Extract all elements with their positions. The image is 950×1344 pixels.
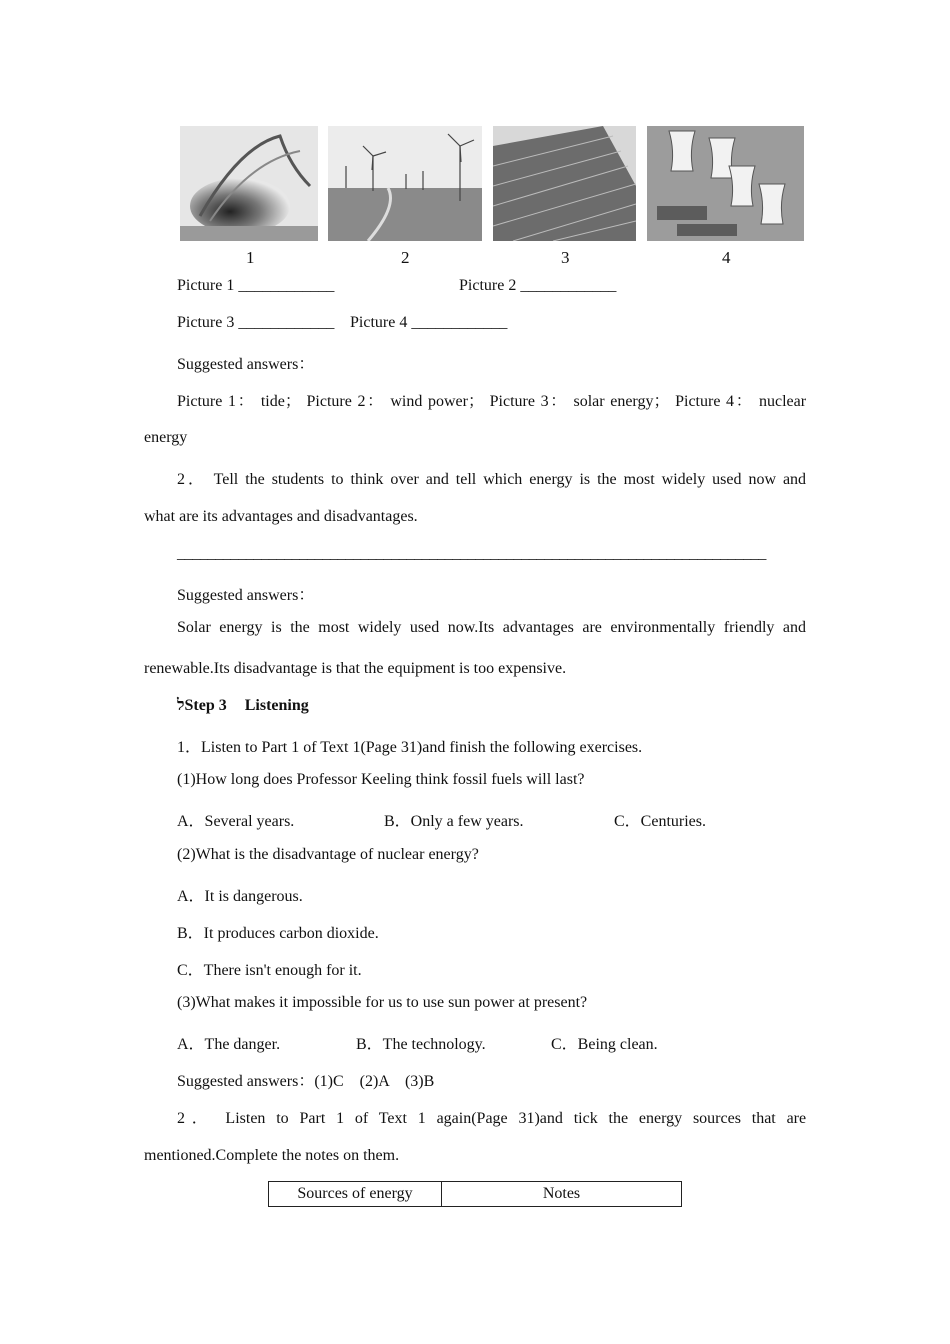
tide-photo-icon — [180, 126, 318, 241]
answer-2-line: Solar energy is the most widely used now.Its advantages are environmentally friendly and — [177, 619, 806, 636]
picture-3-blank: Picture 3 ____________ — [177, 314, 335, 331]
listening-task-2-continued: mentioned.Complete the notes on them. — [144, 1147, 400, 1164]
question-1-option-b: B．Only a few years. — [384, 813, 524, 830]
tide-picture — [180, 126, 318, 241]
answer-line-continued: energy — [144, 429, 188, 446]
solar-picture — [493, 126, 636, 241]
question-2-line: 2． Tell the students to think over and tell which energy is the most widely used now and — [177, 471, 807, 488]
question-2-option-b: B．It produces carbon dioxide. — [177, 925, 379, 942]
picture-number-1: 1 — [246, 248, 255, 267]
answer-blank-rule: _____________________________________________________________________________ — [177, 545, 767, 562]
question-3-option-a: A．The danger. — [177, 1036, 281, 1053]
question-1-option-a: A．Several years. — [177, 813, 295, 830]
picture-number-2: 2 — [401, 248, 410, 267]
answer-line: Picture 1： tide； Picture 2： wind power； Picture 3： solar energy； Picture 4： nuclear — [177, 393, 807, 410]
suggested-answers-label: Suggested answers： — [177, 587, 315, 604]
question-1: (1)How long does Professor Keeling think fossil fuels will last? — [177, 771, 585, 788]
question-3: (3)What makes it impossible for us to use sun power at present? — [177, 994, 588, 1011]
picture-2-blank: Picture 2 ____________ — [459, 277, 617, 294]
table-row — [269, 1182, 682, 1207]
energy-notes-table — [268, 1181, 682, 1207]
listening-task-2: 2． Listen to Part 1 of Text 1 again(Page 31)and tick the energy sources that are — [177, 1110, 807, 1127]
table-header-sources: Sources of energy — [269, 1182, 442, 1207]
answer-2-continued: renewable.Its disadvantage is that the equipment is too expensive. — [144, 660, 567, 677]
step-mark: ל — [177, 697, 185, 714]
question-1-option-c: C．Centuries. — [614, 813, 706, 830]
table-header-notes: Notes — [442, 1182, 682, 1207]
picture-4-blank: Picture 4 ____________ — [350, 314, 508, 331]
suggested-answers-listening: Suggested answers：(1)C (2)A (3)B — [177, 1073, 435, 1090]
step-3-heading — [177, 697, 309, 715]
step-title: Listening — [244, 697, 309, 714]
nuclear-plant-photo-icon — [647, 126, 804, 241]
question-2: (2)What is the disadvantage of nuclear energy? — [177, 846, 479, 863]
nuclear-picture — [647, 126, 804, 241]
wind-turbines-photo-icon — [328, 126, 482, 241]
solar-panels-photo-icon — [493, 126, 636, 241]
question-3-option-b: B．The technology. — [356, 1036, 486, 1053]
step-label: Step 3 — [184, 697, 227, 714]
picture-number-3: 3 — [561, 248, 570, 267]
question-3-option-c: C．Being clean. — [551, 1036, 658, 1053]
question-2-option-c: C．There isn't enough for it. — [177, 962, 362, 979]
wind-picture — [328, 126, 482, 241]
question-2-option-a: A．It is dangerous. — [177, 888, 303, 905]
suggested-answers-label: Suggested answers： — [177, 356, 315, 373]
question-2-continued: what are its advantages and disadvantages. — [144, 508, 418, 525]
picture-1-blank: Picture 1 ____________ — [177, 277, 335, 294]
listening-task-1: 1．Listen to Part 1 of Text 1(Page 31)and finish the following exercises. — [177, 739, 643, 756]
picture-number-4: 4 — [722, 248, 731, 267]
